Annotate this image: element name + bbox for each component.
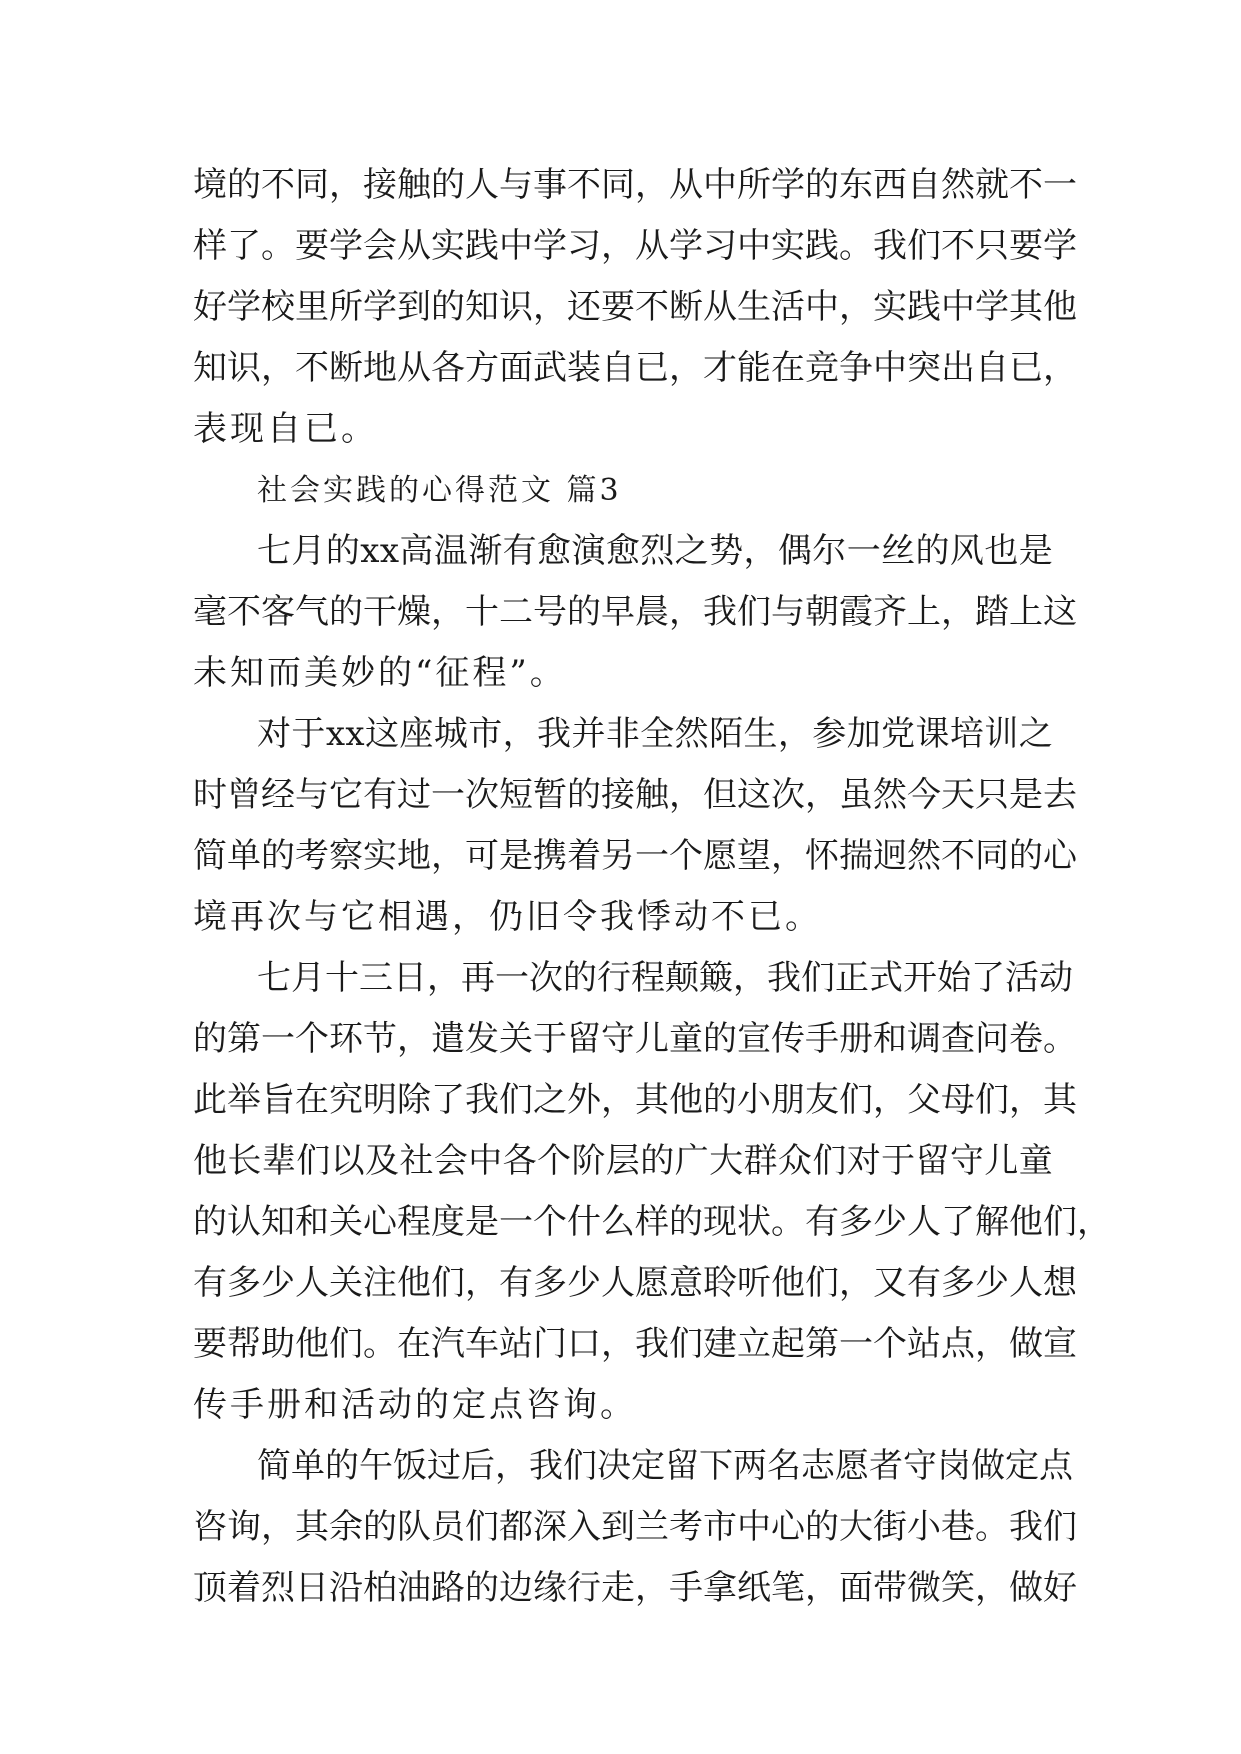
text-line: 时 曾 经 与 它 有 过 一 次 短 暂 的 接 触 ， 但 这 次 ， 虽 然 今 天 只 是 去 xyxy=(193,775,1077,815)
text-line: 有 多 少 人 关 注 他 们 ， 有 多 少 人 愿 意 聆 听 他 们 ， 又 有 多 少 人 想 xyxy=(193,1263,1077,1303)
text-line: 要 帮 助 他 们 。 在 汽 车 站 门 口 ， 我 们 建 立 起 第 一 个 站 点 ， 做 宣 xyxy=(193,1324,1077,1364)
document-body xyxy=(193,155,1111,1619)
paragraph-first-line: 七 月 十 三 日 ， 再 一 次 的 行 程 颠 簸 ， 我 们 正 式 开 始 了 活 动 xyxy=(257,958,1073,998)
paragraph-first-line: 简 单 的 午 饭 过 后 ， 我 们 决 定 留 下 两 名 志 愿 者 守 岗 做 定 点 xyxy=(257,1446,1073,1486)
text-line: 顶 着 烈 日 沿 柏 油 路 的 边 缘 行 走 ， 手 拿 纸 笔 ， 面 带 微 笑 ， 做 好 xyxy=(193,1568,1077,1608)
paragraph-first-line: 对 于 x x 这 座 城 市 ， 我 并 非 全 然 陌 生 ， 参 加 党 课 培 训 之 xyxy=(257,714,1053,754)
text-line: 境再次与它相遇，仍旧令我悸动不已。 xyxy=(193,897,822,937)
text-line: 咨 询 ， 其 余 的 队 员 们 都 深 入 到 兰 考 市 中 心 的 大 街 小 巷 。 我 们 xyxy=(193,1507,1077,1547)
text-line: 的 认 知 和 关 心 程 度 是 一 个 什 么 样 的 现 状 。 有 多 少 人 了 解 他 们 ， xyxy=(193,1202,1111,1242)
text-line: 简 单 的 考 察 实 地 ， 可 是 携 着 另 一 个 愿 望 ， 怀 揣 迥 然 不 同 的 心 xyxy=(193,836,1077,876)
text-line: 未知而美妙的“征程”。 xyxy=(193,653,567,693)
text-line: 好 学 校 里 所 学 到 的 知 识 ， 还 要 不 断 从 生 活 中 ， 实 践 中 学 其 他 xyxy=(193,287,1077,327)
text-line: 知 识 ， 不 断 地 从 各 方 面 武 装 自 已 ， 才 能 在 竞 争 中 突 出 自 已 ， xyxy=(193,348,1077,388)
text-line: 样 了 。 要 学 会 从 实 践 中 学 习 ， 从 学 习 中 实 践 。 我 们 不 只 要 学 xyxy=(193,226,1077,266)
text-line: 他 长 辈 们 以 及 社 会 中 各 个 阶 层 的 广 大 群 众 们 对 于 留 守 儿 童 xyxy=(193,1141,1053,1181)
text-line: 的 第 一 个 环 节 ， 遣 发 关 于 留 守 儿 童 的 宣 传 手 册 和 调 查 问 卷 。 xyxy=(193,1019,1077,1059)
text-line: 此 举 旨 在 究 明 除 了 我 们 之 外 ， 其 他 的 小 朋 友 们 ， 父 母 们 ， 其 xyxy=(193,1080,1077,1120)
text-line: 毫 不 客 气 的 干 燥 ， 十 二 号 的 早 晨 ， 我 们 与 朝 霞 齐 上 ， 踏 上 这 xyxy=(193,592,1077,632)
paragraph-first-line: 七 月 的 x x 高 温 渐 有 愈 演 愈 烈 之 势 ， 偶 尔 一 丝 的 风 也 是 xyxy=(257,531,1053,571)
text-line: 传手册和活动的定点咨询。 xyxy=(193,1385,637,1425)
text-line: 境 的 不 同 ， 接 触 的 人 与 事 不 同 ， 从 中 所 学 的 东 西 自 然 就 不 一 xyxy=(193,165,1077,205)
text-line: 表现自已。 xyxy=(193,409,378,449)
section-heading: 社会实践的心得范文 篇3 xyxy=(257,473,622,508)
